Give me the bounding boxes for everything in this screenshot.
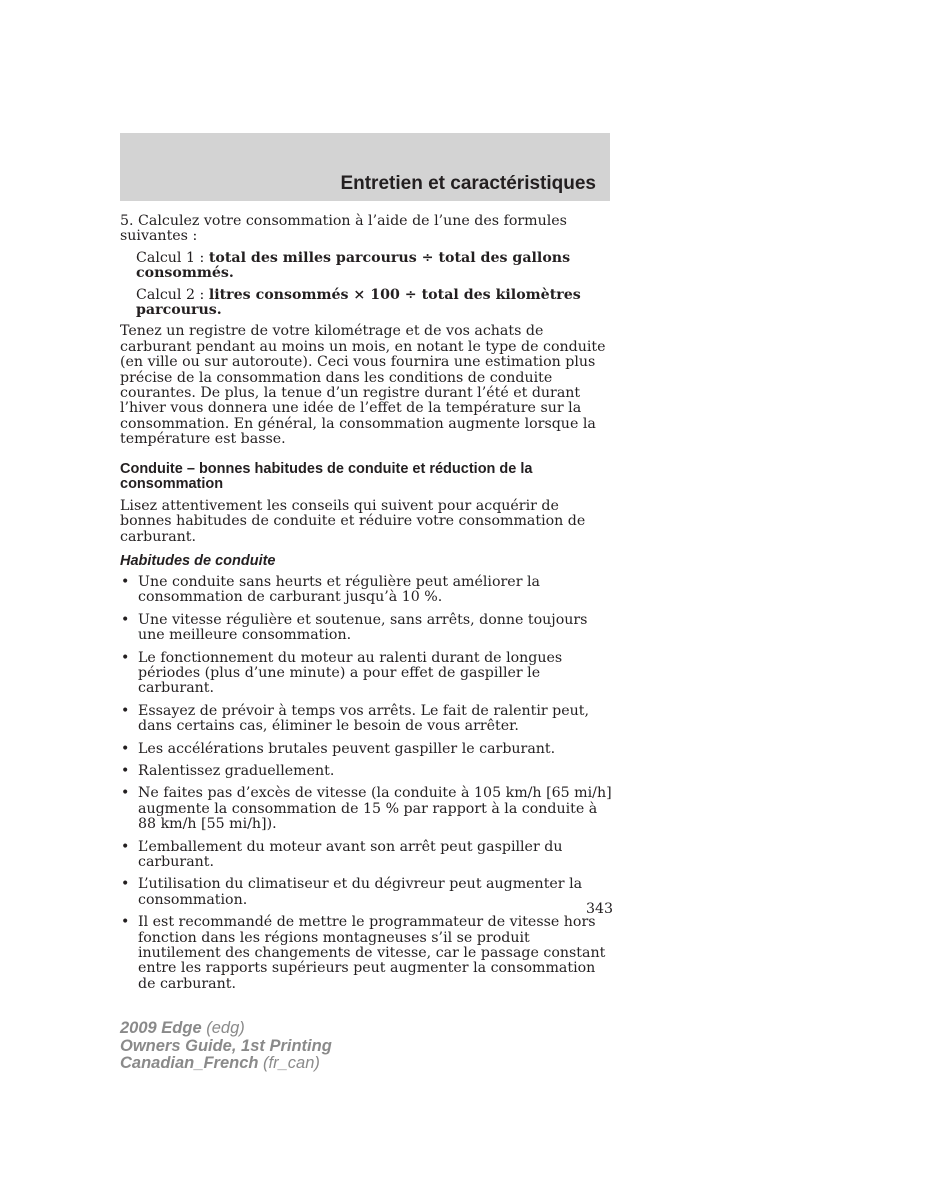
page-number: 343 xyxy=(586,901,614,917)
list-item xyxy=(120,613,612,644)
bullet-icon: • xyxy=(121,611,130,628)
bullet-icon: • xyxy=(121,573,130,590)
list-item-text: L’emballement du moteur avant son arrêt peut gaspiller du carburant. xyxy=(138,838,563,870)
list-item xyxy=(120,786,612,832)
driving-habits-list xyxy=(120,575,612,992)
bullet-icon: • xyxy=(121,740,130,757)
document-footer xyxy=(120,1020,332,1073)
calc-2-label: Calcul 2 : xyxy=(136,286,209,303)
list-item-text: Le fonctionnement du moteur au ralenti durant de longues périodes (plus d’une minute) a pour effet de gaspiller le carburant. xyxy=(138,649,563,697)
list-item xyxy=(120,840,612,871)
list-item-text: Essayez de prévoir à temps vos arrêts. Le fait de ralentir peut, dans certains cas, éliminer le besoin de vous arrêter. xyxy=(138,702,590,735)
list-item xyxy=(120,651,612,697)
bullet-icon: • xyxy=(121,876,130,893)
section-intro: Lisez attentivement les conseils qui suivent pour acquérir de bonnes habitudes de conduite et réduire votre consommation de carburant. xyxy=(120,497,586,545)
section-heading: Conduite – bonnes habitudes de conduite et réduction de la consommation xyxy=(120,460,533,493)
page-content xyxy=(120,214,612,999)
calc-1-formula: total des milles parcourus ÷ total des gallons consommés. xyxy=(136,249,571,282)
list-item xyxy=(120,742,612,757)
calc-1-label: Calcul 1 : xyxy=(136,249,209,266)
list-item-text: Une vitesse régulière et soutenue, sans arrêts, donne toujours une meilleure consommation. xyxy=(138,611,588,644)
bullet-icon: • xyxy=(121,785,130,802)
footer-guide: Owners Guide, 1st Printing xyxy=(120,1036,332,1055)
step-5-text: 5. Calculez votre consommation à l’aide de l’une des formules suivantes : xyxy=(120,213,567,245)
bullet-icon: • xyxy=(121,649,130,666)
calc-1 xyxy=(120,251,612,282)
list-item-text: Ralentissez graduellement. xyxy=(138,762,335,779)
list-item xyxy=(120,915,612,992)
list-item-text: Ne faites pas d’excès de vitesse (la conduite à 105 km/h [65 mi/h] augmente la consommation de 15 % par rapport à la conduite à 88 km/h [55 mi/h]). xyxy=(138,785,612,833)
calc-2 xyxy=(120,288,612,319)
footer-language-code: (fr_can) xyxy=(258,1054,320,1072)
footer-model-code: (edg) xyxy=(201,1019,245,1037)
list-item xyxy=(120,575,612,606)
bullet-icon: • xyxy=(121,702,130,719)
list-item xyxy=(120,764,612,779)
footer-language: Canadian_French xyxy=(120,1054,259,1072)
list-item-text: L’utilisation du climatiseur et du dégivreur peut augmenter la consommation. xyxy=(138,876,583,908)
bullet-icon: • xyxy=(121,914,130,931)
list-item xyxy=(120,704,612,735)
section-title: Entretien et caractéristiques xyxy=(340,173,596,194)
bullet-icon: • xyxy=(121,838,130,855)
calc-2-formula: litres consommés × 100 ÷ total des kilomètres parcourus. xyxy=(136,286,581,319)
list-item-text: Une conduite sans heurts et régulière peut améliorer la consommation de carburant jusqu’à 10 %. xyxy=(138,573,540,606)
log-paragraph: Tenez un registre de votre kilométrage et de vos achats de carburant pendant au moins un mois, en notant le type de conduite (en ville ou sur autoroute). Ceci vous fournira une estimation plus précise de la consommation dans les conditions de conduite courantes. De plus, la tenue d’un registre durant l’été et durant l’hiver vous donnera une idée de l’effet de la température sur la consommation. En général, la consommation augmente lorsque la température est basse. xyxy=(120,323,606,448)
subsection-heading: Habitudes de conduite xyxy=(120,552,276,569)
footer-model: 2009 Edge xyxy=(120,1019,202,1037)
list-item-text: Les accélérations brutales peuvent gaspiller le carburant. xyxy=(138,740,556,757)
bullet-icon: • xyxy=(121,762,130,779)
list-item-text: Il est recommandé de mettre le programmateur de vitesse hors fonction dans les régions montagneuses s’il se produit inutilement des changements de vitesse, car le passage constant entre les rapports supérieurs peut augmenter la consommation de carburant. xyxy=(138,914,606,992)
list-item xyxy=(120,877,612,908)
section-header-band xyxy=(120,133,610,201)
